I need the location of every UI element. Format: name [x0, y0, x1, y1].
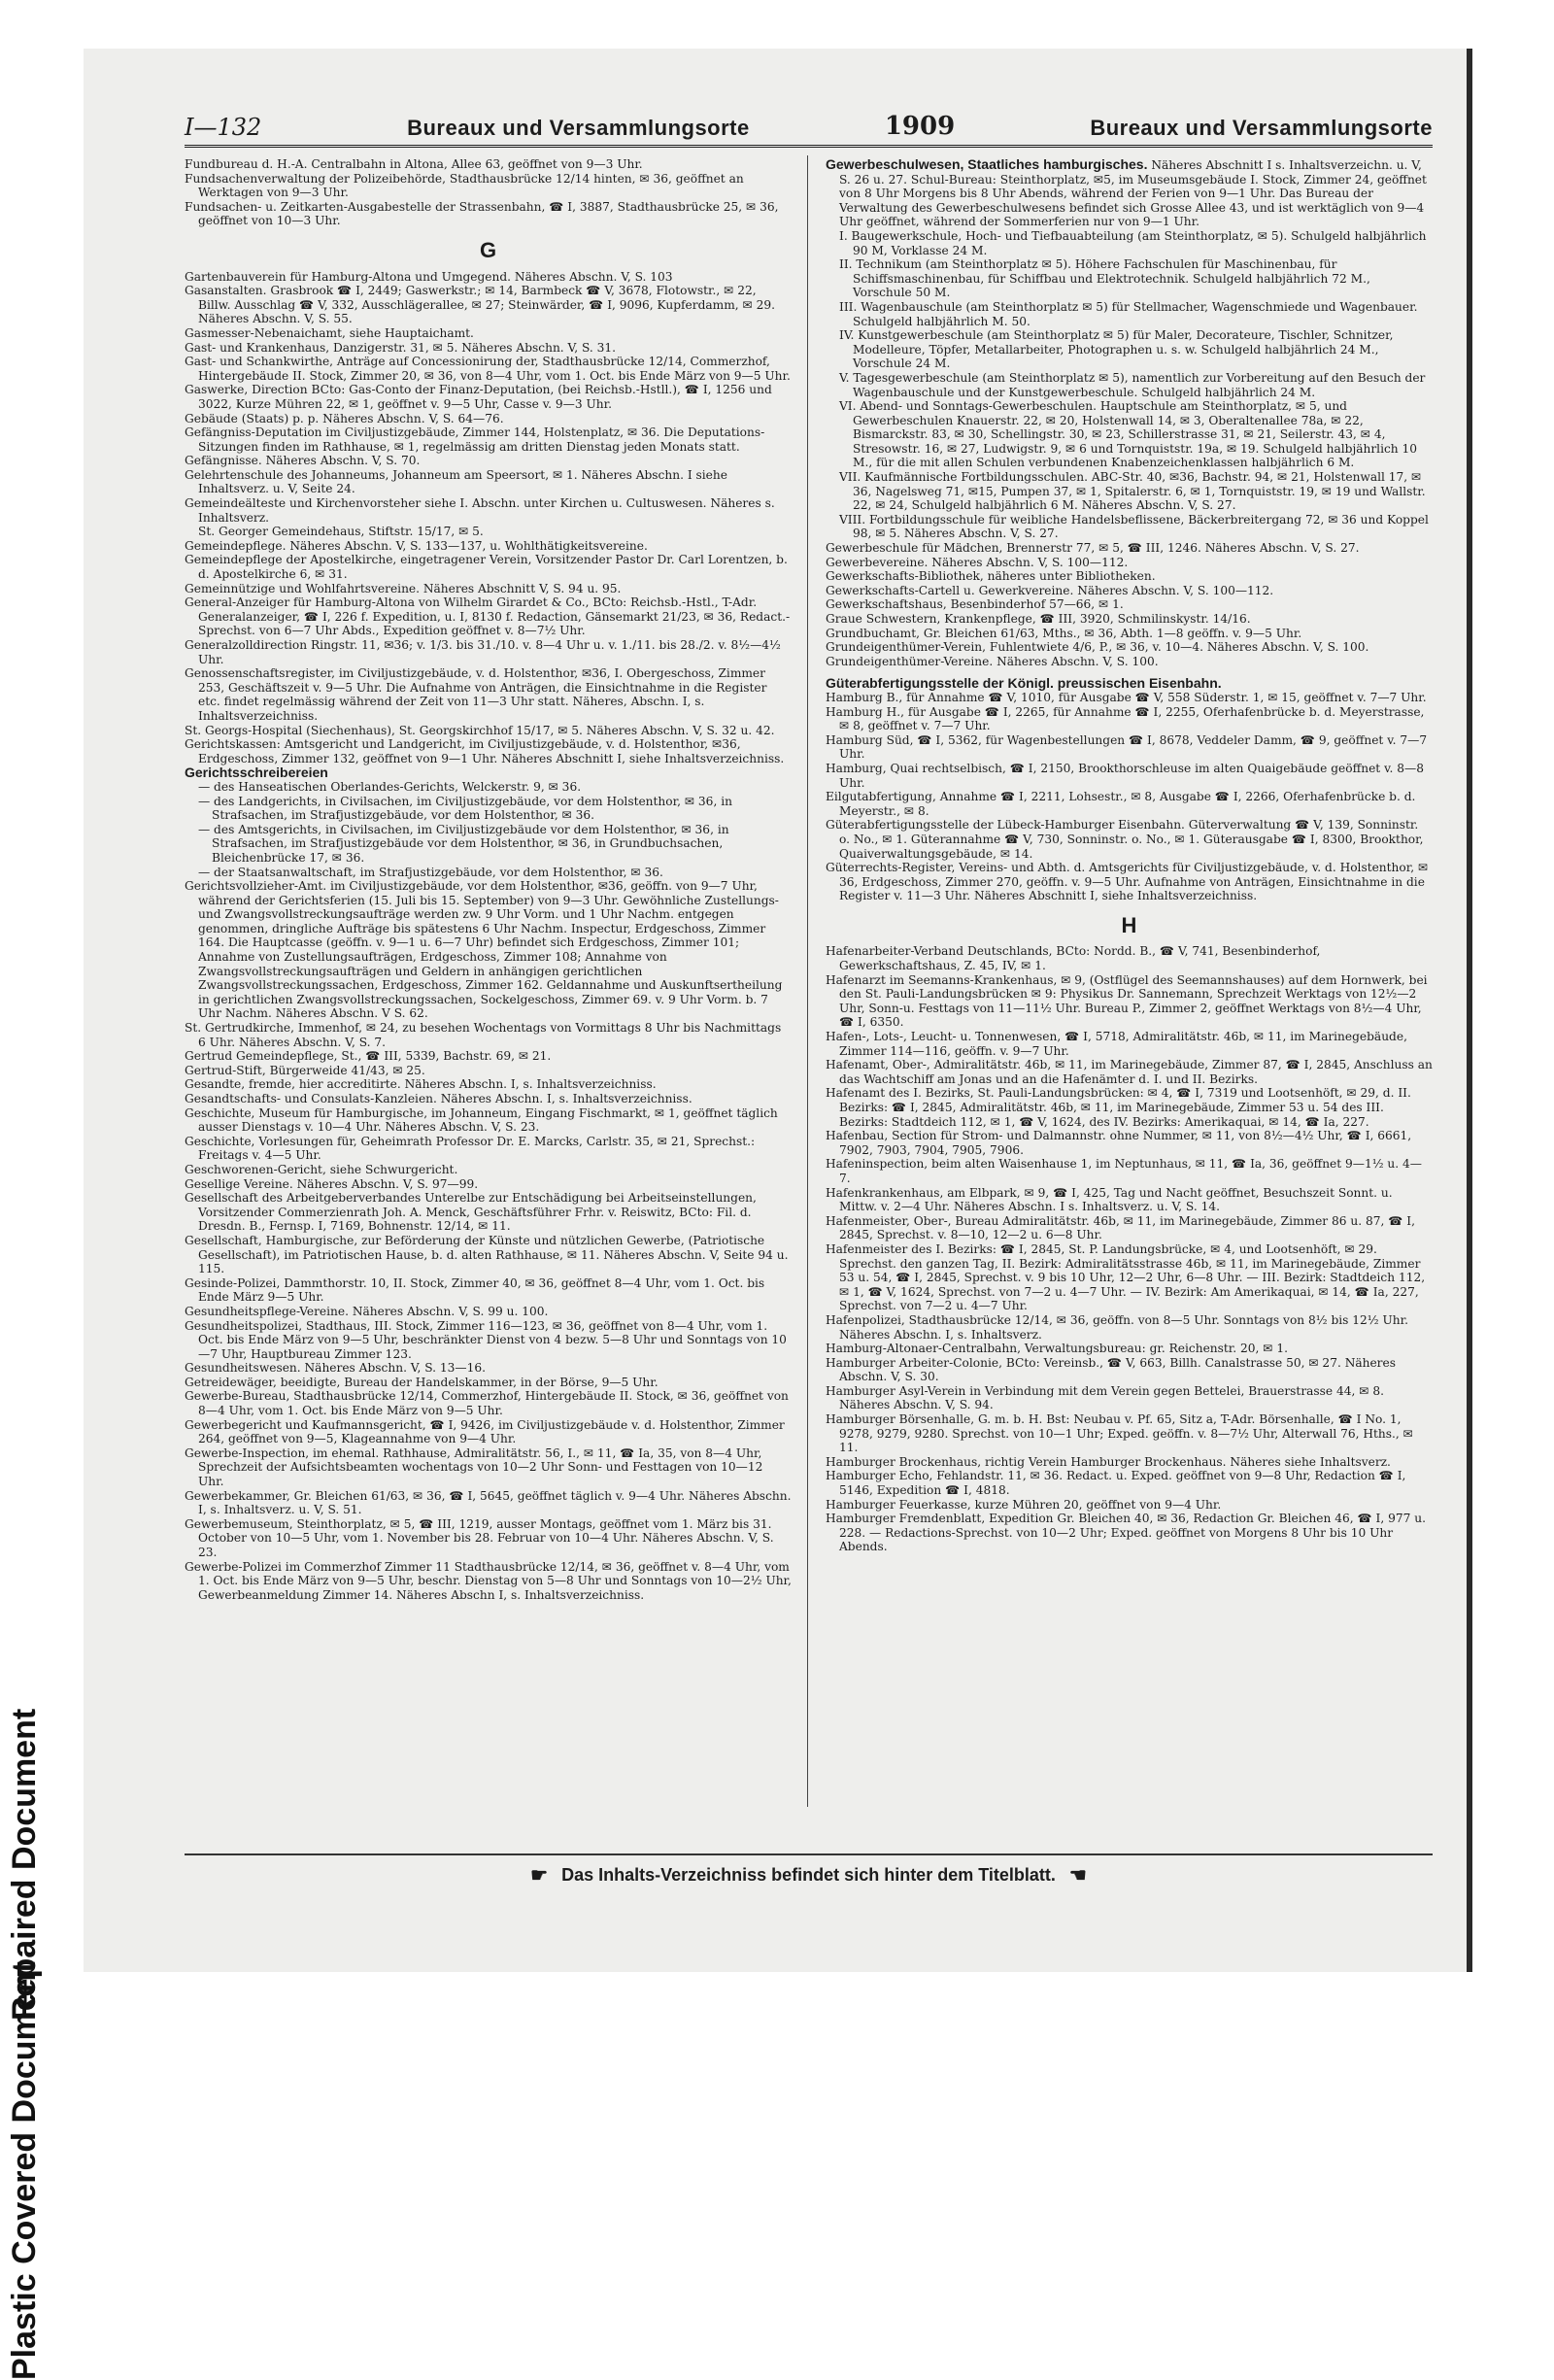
entry: Grundeigenthümer-Vereine. Näheres Abschn. V, S. 100.: [826, 654, 1159, 668]
entry: Hafenkrankenhaus, am Elbpark, ✉ 9, ☎ I, 425, Tag und Nacht geöffnet, Besuchszeit Sonnt. u. Mittw. v. 2—4 Uhr. Näheres Abschn. I s. Inhaltsverz. u. V, S. 14.: [826, 1185, 1393, 1214]
entry: Gertrud-Stift, Bürgerweide 41/43, ✉ 25.: [185, 1063, 425, 1077]
directory-page: [84, 49, 1472, 1972]
section-letter-g: G: [479, 237, 497, 262]
entry: Gefängniss-Deputation im Civiljustizgebäude, Zimmer 144, Holstenplatz, ✉ 36. Die Deputations-Sitzungen finden im Rathhause, ✉ 1, regelmässig am dritten Dienstag jeden Monats statt.: [185, 425, 765, 454]
g-entries: [185, 270, 792, 766]
entry: Gemeinnützige und Wohlfahrtsvereine. Näheres Abschnitt V, S. 94 u. 95.: [185, 581, 622, 595]
entry: Graue Schwestern, Krankenpflege, ☎ III, 3920, Schmilinskystr. 14/16.: [826, 612, 1251, 626]
entry: Güterabfertigungsstelle der Lübeck-Hamburger Eisenbahn. Güterverwaltung ☎ V, 139, Sonninstr. o. No., ✉ 1. Güterannahme ☎ V, 730, Sonninstr. o. No., ✉ 1. Güterausgabe ☎ I, 8300, Brookthor, Quaiverwaltungsgebäude, ✉ 14.: [826, 818, 1424, 861]
entry: Fundbureau d. H.-A. Centralbahn in Altona, Allee 63, geöffnet von 9—3 Uhr.: [185, 157, 643, 171]
page-footer: [185, 1853, 1433, 1894]
entry: Gewerbegericht und Kaufmannsgericht, ☎ I, 9426, im Civiljustizgebäude v. d. Holstenthor, Zimmer 264, geöffnet von 9—5, Klageannahme von 9—4 Uhr.: [185, 1417, 785, 1446]
list-item: III. Wagenbauschule (am Steinthorplatz ✉ 5) für Stellmacher, Wagenschmiede und Wagenbauer. Schulgeld halbjährlich M. 50.: [839, 299, 1418, 328]
right-after-entries: [826, 541, 1433, 668]
entry: Gemeindeälteste und Kirchenvorsteher siehe I. Abschn. unter Kirchen u. Cultuswesen. Näheres s. Inhaltsverz.: [185, 496, 775, 525]
gs-entries: [185, 780, 792, 879]
section-letter-h: H: [1121, 912, 1137, 937]
entry: Gesellschaft des Arbeitgeberverbandes Unterelbe zur Entschädigung bei Arbeitseinstellungen, Vorsitzender Commerzienrath Joh. A. Menck, Geschäftsführer Frhr. v. Reiswitz, BCto: Fil. d. Dresdn. B., Fernsp. I, 7169, Bohnenstr. 12/14, ✉ 11.: [185, 1191, 757, 1234]
gueter-entries: [826, 691, 1433, 903]
entry: Gesundheitspolizei, Stadthaus, III. Stock, Zimmer 116—123, ✉ 36, geöffnet von 8—4 Uhr, vom 1. Oct. bis Ende März von 9—5 Uhr, beschränkter Dienst von 4 bezw. 5—8 Uhr und Sonntags von 10—7 Uhr, Hauptbureau Zimmer 123.: [185, 1318, 787, 1361]
section-heading-gerichtsschreibereien: Gerichtsschreibereien: [185, 765, 328, 781]
entry: — des Amtsgerichts, in Civilsachen, im Civiljustizgebäude vor dem Holstenthor, ✉ 36, in Strafsachen, im Strafjustizgebäude vor dem Holstenthor, ✉ 36, in Grundbuchsachen, Bleichenbrücke 17, ✉ 36.: [198, 822, 729, 865]
entry: Gerichtsvollzieher-Amt. im Civiljustizgebäude, vor dem Holstenthor, ✉36, geöffn. von 9—7 Uhr, während der Gerichtsferien (15. Juli bis 15. September) von 9—3 Uhr. Gewöhnliche Zustellungs- und Zwangsvollstreckungsaufträge werden zw. 9 Uhr Vorm. und 1 Uhr Nachm. entgegen genommen, dringliche Aufträge bis spätestens 6 Uhr Nachm. Inspectur, Erdgeschoss, Zimmer 164. Die Hauptcasse (geöffn. v. 9—1 u. 6—7 Uhr) befindet sich Erdgeschoss, Zimmer 101; Annahme von Zustellungsaufträgen, Erdgeschoss, Zimmer 108; Annahme von Zwangsvollstreckungsaufträgen und Geldern in anhängigen gerichtlichen Zwangsvollstreckungssachen, Erdgeschoss, Zimmer 162. Geldannahme und Auskunftsertheilung in gerichtlichen Zwangsvollstreckungssachen, Sockelgeschoss, Zimmer 69. v. 9 Uhr Vorm. b. 7 Uhr Nachm. Näheres Abschn. V S. 62.: [185, 879, 783, 1021]
entry: Getreidewäger, beeidigte, Bureau der Handelskammer, in der Börse, 9—5 Uhr.: [185, 1375, 659, 1389]
entry: Gasanstalten. Grasbrook ☎ I, 2449; Gaswerkstr.; ✉ 14, Barmbeck ☎ V, 3678, Flotowstr., ✉ 22, Billw. Ausschlag ☎ V, 332, Ausschlägerallee, ✉ 27; Steinwärder, ☎ I, 9096, Kupferdamm, ✉ 29. Näheres Abschn. V, S. 55.: [185, 284, 775, 326]
entry: Gesandtschafts- und Consulats-Kanzleien. Näheres Abschn. I, s. Inhaltsverzeichniss.: [185, 1092, 693, 1105]
entry: Hamburger Arbeiter-Colonie, BCto: Vereinsb., ☎ V, 663, Billh. Canalstrasse 50, ✉ 27. Näheres Abschn. V, S. 30.: [826, 1355, 1396, 1384]
entry: Grundeigenthümer-Verein, Fuhlentwiete 4/6, P., ✉ 36, v. 10—4. Näheres Abschn. V, S. 100.: [826, 640, 1369, 655]
list-item: I. Baugewerkschule, Hoch- und Tiefbauabteilung (am Steinthorplatz, ✉ 5). Schulgeld halbjährlich 90 M, Vorklasse 24 M.: [839, 228, 1427, 257]
entry: Gemeindepflege der Apostelkirche, eingetragener Verein, Vorsitzender Pastor Dr. Carl Lorentzen, b. d. Apostelkirche 6, ✉ 31.: [185, 553, 788, 582]
entry: Gewerkschafts-Bibliothek, näheres unter Bibliotheken.: [826, 569, 1156, 584]
entry: Hafeninspection, beim alten Waisenhause 1, im Neptunhaus, ✉ 11, ☎ Ia, 36, geöffnet 9—1½ u. 4—7.: [826, 1157, 1422, 1185]
pointing-hand-left-icon: ☚: [1068, 1864, 1087, 1887]
entry: Hafen-, Lots-, Leucht- u. Tonnenwesen, ☎ I, 5718, Admiralitätstr. 46b, ✉ 11, im Marinegebäude, Zimmer 114—116, geöffn. v. 9—7 Uhr.: [826, 1030, 1407, 1058]
section-heading-gewerbeschulwesen: Gewerbeschulwesen, Staatliches hamburgisches.: [826, 156, 1148, 172]
entry: Gewerbe-Bureau, Stadthausbrücke 12/14, Commerzhof, Hintergebäude II. Stock, ✉ 36, geöffnet von 8—4 Uhr, vom 1. Oct. bis Ende März von 9—5 Uhr.: [185, 1389, 789, 1418]
entry: Hafenarzt im Seemanns-Krankenhaus, ✉ 9, (Ostflügel des Seemannshauses) auf dem Hornwerk, bei den St. Pauli-Landungsbrücken ✉ 9: Physikus Dr. Sannemann, Sprechzeit Werktags von 12½—2 Uhr, Sonn-u. Festtags von 11—11½ Uhr. Bureau P., Zimmer 2, geöffnet Werktags von 8½—4 Uhr, ☎ I, 6350.: [826, 972, 1428, 1030]
entry: Eilgutabfertigung, Annahme ☎ I, 2211, Lohsestr., ✉ 8, Ausgabe ☎ I, 2266, Oferhafenbrücke b. d. Meyerstr., ✉ 8.: [826, 790, 1416, 818]
gewerbeschul-list: [826, 229, 1433, 541]
entry: Gerichtskassen: Amtsgericht und Landgericht, im Civiljustizgebäude, v. d. Holstenthor, ✉36, Erdgeschoss, Zimmer 132, geöffnet von 9—1 Uhr. Näheres Abschnitt I, siehe Inhaltsverzeichniss.: [185, 737, 785, 765]
entry: Hamburg B., für Annahme ☎ V, 1010, für Ausgabe ☎ V, 558 Süderstr. 1, ✉ 15, geöffnet v. 7—7 Uhr.: [826, 690, 1427, 704]
entry: Gesellige Vereine. Näheres Abschn. V, S. 97—99.: [185, 1176, 479, 1191]
entry: Gartenbauverein für Hamburg-Altona und Umgegend. Näheres Abschn. V, S. 103: [185, 269, 673, 284]
list-item: VII. Kaufmännische Fortbildungsschulen. ABC-Str. 40, ✉36, Bachstr. 94, ✉ 21, Holstenwall 17, ✉ 36, Nagelsweg 71, ✉15, Pumpen 37, ✉ 1, Spitalerstr. 6, ✉ 1, Tornquiststr. 19, ✉ 19 und Wallstr. 22, ✉ 24, Schulgeld halbjährlich 6 M. Näheres Abschn. V, S. 27.: [839, 470, 1426, 513]
entry: Geschichte, Vorlesungen für, Geheimrath Professor Dr. E. Marcks, Carlstr. 35, ✉ 21, Sprechst.: Freitags v. 4—5 Uhr.: [185, 1134, 756, 1163]
pointing-hand-right-icon: ☛: [530, 1864, 549, 1887]
entry: Gewerbevereine. Näheres Abschn. V, S. 100—112.: [826, 555, 1129, 569]
right-column: [826, 157, 1433, 1554]
entry: Hamburger Börsenhalle, G. m. b. H. Bst: Neubau v. Pf. 65, Sitz a, T-Adr. Börsenhalle, ☎ I No. 1, 9278, 9279, 9280. Sprechst. von 10—1 Uhr; Exped. geöffn. v. 8—7½ Uhr, Alterwall 76, Hths., ✉ 11.: [826, 1412, 1413, 1455]
gewerbeschulwesen-intro: Näheres Abschnitt I s. Inhaltsverzeichn. u. V, S. 26 u. 27. Schul-Bureau: Steinthorplatz, ✉5, im Museumsgebäude I. Stock, Zimmer 24, geöffnet von 8 Uhr Morgens bis 8 Uhr Abends, während der Ferien von 9—1 Uhr. Das Bureau der Verwaltung des Gewerbeschulwesens befindet sich Grosse Allee 43, und ist werktäglich von 9—4 Uhr geöffnet, während der Sommerferien nur von 9—1 Uhr.: [839, 158, 1427, 229]
entry: Gefängnisse. Näheres Abschn. V, S. 70.: [185, 454, 421, 468]
column-divider: [807, 155, 808, 1807]
entry: Gewerkschafts-Cartell u. Gewerkvereine. Näheres Abschn. V, S. 100—112.: [826, 583, 1274, 597]
entry: General-Anzeiger für Hamburg-Altona von Wilhelm Girardet & Co., BCto: Reichsb.-Hstl., T-Adr. Generalanzeiger, ☎ I, 226 f. Expedition, u. I, 8130 f. Redaction, Gänsemarkt 21/23, ✉ 36, Redact.-Sprechst. von 6—7 Uhr Abds., Expedition geöffnet v. 8—7½ Uhr.: [185, 595, 791, 638]
entry: Gemeindepflege. Näheres Abschn. V, S. 133—137, u. Wohlthätigkeitsvereine.: [185, 538, 648, 553]
entry: St. Georger Gemeindehaus, Stiftstr. 15/17, ✉ 5.: [198, 525, 484, 539]
page-header: [185, 109, 1433, 148]
entry: — des Hanseatischen Oberlandes-Gerichts, Welckerstr. 9, ✉ 36.: [198, 779, 582, 794]
gewerbeschulwesen-entry: [826, 156, 1433, 229]
entry: Hafenamt des I. Bezirks, St. Pauli-Landungsbrücken: ✉ 4, ☎ I, 7319 und Lootsenhöft, ✉ 29, d. II. Bezirks: ☎ I, 2845, Admiralitätstr. 46b, ✉ 11, im Marinegebäude, Zimmer 53 u. 54 des III. Bezirks: Stadtdeich 112, ✉ 1, ☎ V, 1624, des IV. Bezirks: Amerikaquai, ✉ 14, ☎ Ia, 227.: [826, 1086, 1411, 1129]
entry: Hamburg H., für Ausgabe ☎ I, 2265, für Annahme ☎ I, 2255, Oferhafenbrücke b. d. Meyerstrasse, ✉ 8, geöffnet v. 7—7 Uhr.: [826, 704, 1425, 733]
list-item: V. Tagesgewerbeschule (am Steinthorplatz ✉ 5), namentlich zur Vorbereitung auf den Besuch der Wagenbauschule und der Kunstgewerbeschule. Schulgeld halbjährlich 24 M.: [839, 370, 1426, 399]
entry: Gewerbe-Inspection, im ehemal. Rathhause, Admiralitätstr. 56, I., ✉ 11, ☎ Ia, 35, von 8—4 Uhr, Sprechzeit der Aufsichtsbeamten wochentags von 10—2 Uhr Sonn- und Festtagen von 10—12 Uhr.: [185, 1445, 763, 1489]
entry: Hamburger Echo, Fehlandstr. 11, ✉ 36. Redact. u. Exped. geöffnet von 9—8 Uhr, Redaction ☎ I, 5146, Expedition ☎ I, 4818.: [826, 1469, 1406, 1498]
scanner-margin: [0, 0, 84, 2380]
entry: Hafenmeister, Ober-, Bureau Admiralitätstr. 46b, ✉ 11, im Marinegebäude, Zimmer 86 u. 87, ☎ I, 2845, Sprechst. v. 8—10, 12—2 u. 6—8 Uhr.: [826, 1213, 1415, 1242]
entry: — des Landgerichts, in Civilsachen, im Civiljustizgebäude, vor dem Holstenthor, ✉ 36, in Strafsachen, im Strafjustizgebäude, vor dem Holstenthor, ✉ 36.: [198, 794, 732, 823]
entry: Hamburg, Quai rechtselbisch, ☎ I, 2150, Brookthorschleuse im alten Quaigebäude geöffnet v. 8—8 Uhr.: [826, 761, 1424, 790]
entry: Grundbuchamt, Gr. Bleichen 61/63, Mths., ✉ 36, Abth. 1—8 geöffn. v. 9—5 Uhr.: [826, 626, 1302, 640]
list-item: VI. Abend- und Sonntags-Gewerbeschulen. Hauptschule am Steinthorplatz, ✉ 5, und Gewerbeschulen Knauerstr. 22, ✉ 20, Holstenwall 14, ✉ 3, Oberaltenallee 78a, ✉ 22, Bismarckstr. 83, ✉ 30, Schellingstr. 30, ✉ 23, Schillerstrasse 31, ✉ 21, Seilerstr. 43, ✉ 4, Stresowstr. 16, ✉ 27, Ludwigstr. 9, ✉ 6 und Tornquiststr. 19a, ✉ 19. Schulgeld halbjährlich 10 M., für die mit allen Schulen verbundenen Knabenzeichenklassen halbjährlich 6 M.: [839, 399, 1418, 470]
entry: Hamburger Asyl-Verein in Verbindung mit dem Verein gegen Bettelei, Brauerstrasse 44, ✉ 8. Näheres Abschn. V, S. 94.: [826, 1383, 1384, 1412]
entry: Gelehrtenschule des Johanneums, Johanneum am Speersort, ✉ 1. Näheres Abschn. I siehe Inhaltsverz. u. V, Seite 24.: [185, 467, 727, 496]
entry: Hafenamt, Ober-, Admiralitätstr. 46b, ✉ 11, im Marinegebäude, Zimmer 87, ☎ I, 2845, Anschluss an das Wachtschiff am Jonas und an die Hafenämter d. I. und II. Bezirks.: [826, 1058, 1433, 1086]
list-item: IV. Kunstgewerbeschule (am Steinthorplatz ✉ 5) für Maler, Decorateure, Tischler, Schnitzer, Modelleure, Töpfer, Metallarbeiter, Photographen u. s. w. Schulgeld halbjährlich 24 M., Vorschule 24 M.: [839, 328, 1394, 371]
entry: Fundsachen- u. Zeitkarten-Ausgabestelle der Strassenbahn, ☎ I, 3887, Stadthausbrücke 25, ✉ 36, geöffnet von 10—3 Uhr.: [185, 199, 779, 228]
left-top-list: [185, 157, 792, 228]
entry: Fundsachenverwaltung der Polizeibehörde, Stadthausbrücke 12/14 hinten, ✉ 36, geöffnet an Werktagen von 9—3 Uhr.: [185, 171, 744, 200]
entry: Gast- und Krankenhaus, Danzigerstr. 31, ✉ 5. Näheres Abschn. V, S. 31.: [185, 340, 617, 355]
entry: Gesundheitswesen. Näheres Abschn. V, S. 13—16.: [185, 1361, 486, 1376]
entry: Gesundheitspflege-Vereine. Näheres Abschn. V, S. 99 u. 100.: [185, 1304, 549, 1318]
entry: Gesellschaft, Hamburgische, zur Beförderung der Künste und nützlichen Gewerbe, (Patriotische Gesellschaft), im Patriotischen Hause, b. d. alten Rathhause, ✉ 11. Näheres Abschn. V, Seite 94 u. 115.: [185, 1233, 789, 1276]
entry: — der Staatsanwaltschaft, im Strafjustizgebäude, vor dem Holstenthor, ✉ 36.: [198, 865, 663, 879]
entry: Hafenbau, Section für Strom- und Dalmannstr. ohne Nummer, ✉ 11, von 8½—4½ Uhr, ☎ I, 6661, 7902, 7903, 7904, 7905, 7906.: [826, 1129, 1412, 1157]
entry: Gasmesser-Nebenaichamt, siehe Hauptaichamt.: [185, 325, 474, 340]
entry: Gewerbeschule für Mädchen, Brennerstr 77, ✉ 5, ☎ III, 1246. Näheres Abschn. V, S. 27.: [826, 541, 1360, 556]
entry: Gewerkschaftshaus, Besenbinderhof 57—66, ✉ 1.: [826, 597, 1124, 612]
list-item: VIII. Fortbildungsschule für weibliche Handelsbeflissene, Bäckerbreitergang 72, ✉ 36 und Koppel 98, ✉ 5. Näheres Abschn. V, S. 27.: [839, 512, 1429, 541]
header-year: 1909: [884, 112, 956, 141]
entry: Hamburger Fremdenblatt, Expedition Gr. Bleichen 40, ✉ 36, Redaction Gr. Bleichen 46, ☎ I, 977 u. 228. — Redactions-Sprechst. von 10—2 Uhr; Exped. geöffnet von Morgens 8 Uhr bis 10 Uhr Abends.: [826, 1512, 1426, 1554]
entry: Gewerbekammer, Gr. Bleichen 61/63, ✉ 36, ☎ I, 5645, geöffnet täglich v. 9—4 Uhr. Näheres Abschn. I, s. Inhaltsverz. u. V, S. 51.: [185, 1488, 792, 1517]
page-content: [185, 109, 1433, 1925]
left-column: [185, 157, 792, 1602]
side-label-repaired: Repaired Document: [6, 1708, 43, 2021]
entry: Gewerbe-Polizei im Commerzhof Zimmer 11 Stadthausbrücke 12/14, ✉ 36, geöffnet v. 8—4 Uhr, vom 1. Oct. bis Ende März von 9—5 Uhr, beschr. Dienstag von 5—8 Uhr und Sonntags von 10—2½ Uhr, Gewerbeanmeldung Zimmer 14. Näheres Abschn I, s. Inhaltsverzeichniss.: [185, 1559, 792, 1602]
entry: Hafenmeister des I. Bezirks: ☎ I, 2845, St. P. Landungsbrücke, ✉ 4, und Lootsenhöft, ✉ 29. Sprechst. den ganzen Tag, II. Bezirk: Admiralitätsstrasse 46b, ✉ 11, im Marinegebäude, Zimmer 53 u. 54, ☎ I, 2845, Sprechst. v. 9 bis 10 Uhr, 12—2 Uhr, 6—8 Uhr. — III. Bezirk: Stadtdeich 112, ✉ 1, ☎ V, 1624, Sprechst. von 7—2 u. 4—7 Uhr. — IV. Bezirk: Am Amerikaquai, ✉ 14, ☎ Ia, 227, Sprechst. von 7—2 u. 4—7 Uhr.: [826, 1241, 1426, 1313]
entry: Gewerbemuseum, Steinthorplatz, ✉ 5, ☎ III, 1219, ausser Montags, geöffnet vom 1. März bis 31. October von 10—5 Uhr, vom 1. November bis 28. Februar von 10—4 Uhr. Näheres Abschn. V, S. 23.: [185, 1516, 774, 1559]
entry: Gesinde-Polizei, Dammthorstr. 10, II. Stock, Zimmer 40, ✉ 36, geöffnet 8—4 Uhr, vom 1. Oct. bis Ende März 9—5 Uhr.: [185, 1275, 765, 1305]
entry: Gertrud Gemeindepflege, St., ☎ III, 5339, Bachstr. 69, ✉ 21.: [185, 1049, 552, 1064]
entry: Generalzolldirection Ringstr. 11, ✉36; v. 1/3. bis 31./10. v. 8—4 Uhr u. v. 1./11. bis 28./2. v. 8½—4½ Uhr.: [185, 638, 781, 666]
list-item: II. Technikum (am Steinthorplatz ✉ 5). Höhere Fachschulen für Maschinenbau, für Schiffsmaschinenbau, für Schiffbau und Elektrotechnik. Schulgeld halbjährlich 72 M., Vorschule 50 M.: [839, 257, 1370, 300]
header-title-left: Bureaux und Versammlungsorte: [407, 116, 750, 140]
section-heading-gueterabfertigung: Güterabfertigungsstelle der Königl. preussischen Eisenbahn.: [826, 675, 1222, 692]
entry: Gesandte, fremde, hier accreditirte. Näheres Abschn. I, s. Inhaltsverzeichniss.: [185, 1077, 657, 1092]
entry: Hamburg Süd, ☎ I, 5362, für Wagenbestellungen ☎ I, 8678, Veddeler Damm, ☎ 9, geöffnet v. 7—7 Uhr.: [826, 732, 1428, 762]
entry: Genossenschaftsregister, im Civiljustizgebäude, v. d. Holstenthor, ✉36, I. Obergeschoss, Zimmer 253, Geschäftszeit v. 9—5 Uhr. Die Aufnahme von Anträgen, die Einsichtnahme in die Register etc. findet regelmässig während der Zeit von 11—3 Uhr statt. Näheres, Abschn. I, s. Inhaltsverzeichniss.: [185, 666, 767, 723]
entry: Hamburg-Altonaer-Centralbahn, Verwaltungsbureau: gr. Reichenstr. 20, ✉ 1.: [826, 1342, 1289, 1356]
header-title-right: Bureaux und Versammlungsorte: [1090, 116, 1433, 140]
entry: Geschichte, Museum für Hamburgische, im Johanneum, Eingang Fischmarkt, ✉ 1, geöffnet täglich ausser Dienstags v. 10—4 Uhr. Näheres Abschn. V, S. 23.: [185, 1105, 778, 1135]
h-entries: [826, 944, 1433, 1554]
side-label-plastic: Plastic Covered Document: [6, 1961, 43, 2380]
entry: Hafenarbeiter-Verband Deutschlands, BCto: Nordd. B., ☎ V, 741, Besenbinderhof, Gewerkschaftshaus, Z. 45, IV, ✉ 1.: [826, 944, 1321, 973]
entry: Gaswerke, Direction BCto: Gas-Conto der Finanz-Deputation, (bei Reichsb.-Hstll.), ☎ I, 1256 und 3022, Kurze Mühren 22, ✉ 1, geöffnet v. 9—5 Uhr, Casse v. 9—3 Uhr.: [185, 383, 772, 411]
entry: Gast- und Schankwirthe, Anträge auf Concessionirung der, Stadthausbrücke 12/14, Commerzhof, Hintergebäude II. Stock, Zimmer 20, ✉ 36, von 8—4 Uhr, vom 1. Oct. bis Ende März von 9—5 Uhr.: [185, 355, 791, 383]
entry: Hafenpolizei, Stadthausbrücke 12/14, ✉ 36, geöffn. von 8—5 Uhr. Sonntags von 8½ bis 12½ Uhr. Näheres Abschn. I, s. Inhaltsverz.: [826, 1312, 1408, 1342]
left-rest-entries: [185, 879, 792, 1602]
entry: Geschworenen-Gericht, siehe Schwurgericht.: [185, 1162, 458, 1176]
entry: Güterrechts-Register, Vereins- und Abth. d. Amtsgerichts für Civiljustizgebäude, v. d. Holstenthor, ✉ 36, Erdgeschoss, Zimmer 270, geöffn. v. 9—5 Uhr. Aufnahme von Anträgen, Einsichtnahme in die Register v. 11—3 Uhr. Näheres Abschnitt I, siehe Inhaltsverzeichniss.: [826, 861, 1429, 903]
entry: Hamburger Brockenhaus, richtig Verein Hamburger Brockenhaus. Näheres siehe Inhaltsverz.: [826, 1454, 1391, 1469]
entry: Gebäude (Staats) p. p. Näheres Abschn. V, S. 64—76.: [185, 411, 504, 425]
page-number: I—132: [185, 114, 262, 141]
entry: St. Gertrudkirche, Immenhof, ✉ 24, zu besehen Wochentags von Vormittags 8 Uhr bis Nachmittags 6 Uhr. Näheres Abschn. V, S. 7.: [185, 1021, 782, 1049]
entry: Hamburger Feuerkasse, kurze Mühren 20, geöffnet von 9—4 Uhr.: [826, 1497, 1222, 1512]
entry: St. Georgs-Hospital (Siechenhaus), St. Georgskirchhof 15/17, ✉ 5. Näheres Abschn. V, S. 32 u. 42.: [185, 723, 775, 737]
footer-note: Das Inhalts-Verzeichniss befindet sich hinter dem Titelblatt.: [561, 1864, 1056, 1885]
